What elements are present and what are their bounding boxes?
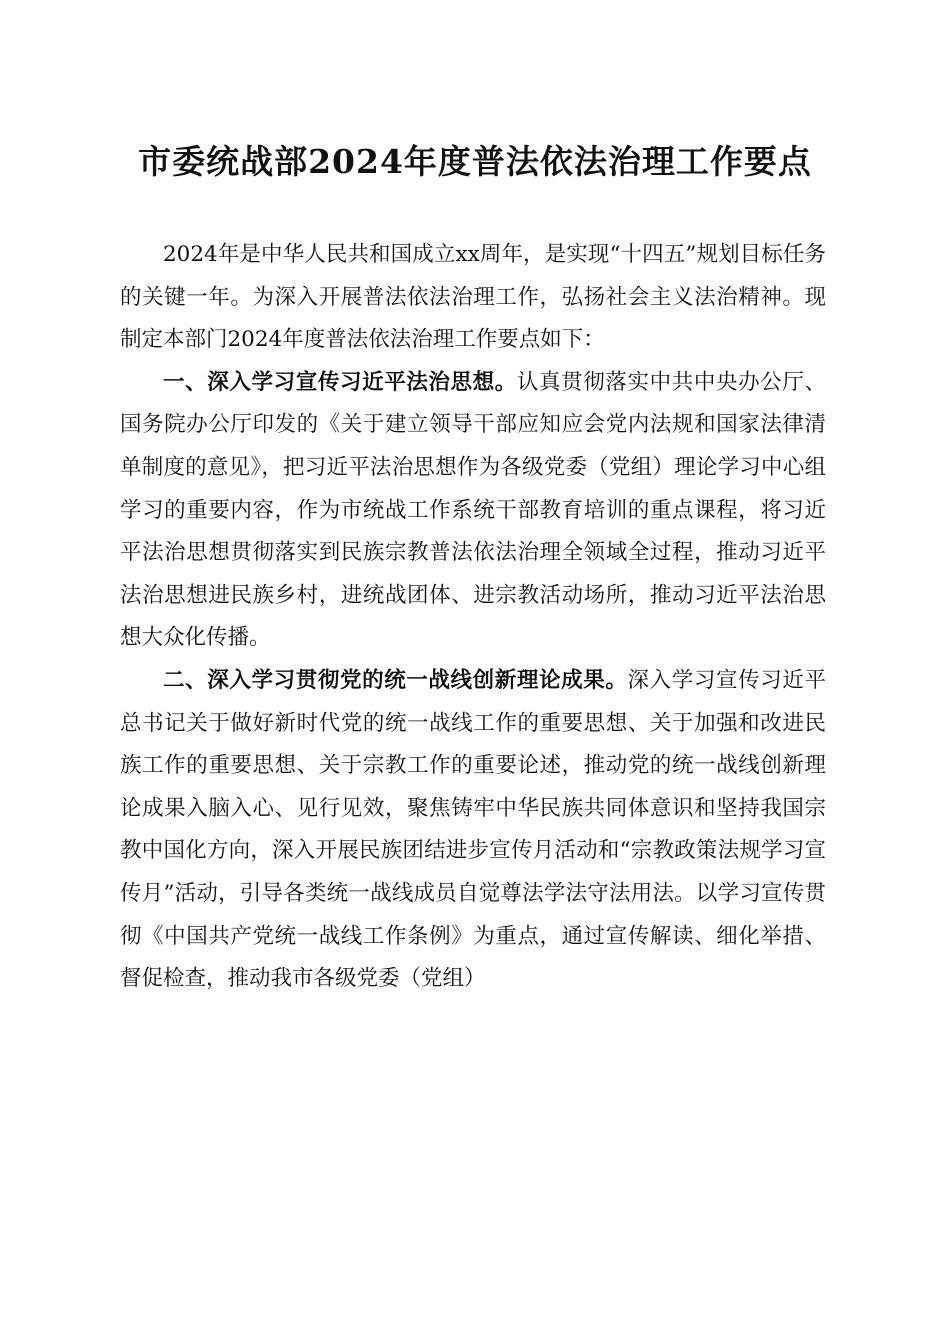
section-text-1: 认真贯彻落实中共中央办公厅、国务院办公厅印发的《关于建立领导干部应知应会党内法规和国家法律清单制度的意见》，把习近平法治思想作为各级党委（党组）理论学习中心组学习的重要内容，作为市统战工作系统干部教育培训的重点课程，将习近平法治思想贯彻落实到民族宗教普法依法治理全领域全过程，推动习近平法治思想进民族乡村，进统战团体、进宗教活动场所，推动习近平法治思想大众化传播。: [120, 369, 826, 651]
section-paragraph-1: [120, 362, 826, 660]
section-text-2: 深入学习宣传习近平总书记关于做好新时代党的统一战线工作的重要思想、关于加强和改进民族工作的重要思想、关于宗教工作的重要论述，推动党的统一战线创新理论成果入脑入心、见行见效，聚焦铸牢中华民族共同体意识和坚持我国宗教中国化方向，深入开展民族团结进步宣传月活动和“宗教政策法规学习宣传月”活动，引导各类统一战线成员自觉尊法学法守法用法。以学习宣传贯彻《中国共产党统一战线工作条例》为重点，通过宣传解读、细化举措、督促检查，推动我市各级党委（党组）: [120, 667, 826, 992]
intro-paragraph: 2024年是中华人民共和国成立xx周年，是实现“十四五”规划目标任务的关键一年。为深入开展普法依法治理工作，弘扬社会主义法治精神。现制定本部门2024年度普法依法治理工作要点如下：: [120, 242, 826, 353]
document-body: [120, 234, 826, 1001]
section-heading-2: 二、深入学习贯彻党的统一战线创新理论成果。: [163, 667, 628, 693]
document-title: 市委统战部2024年度普法依法治理工作要点: [138, 142, 812, 181]
section-heading-1: 一、深入学习宣传习近平法治思想。: [163, 369, 517, 395]
section-paragraph-2: [120, 660, 826, 1001]
